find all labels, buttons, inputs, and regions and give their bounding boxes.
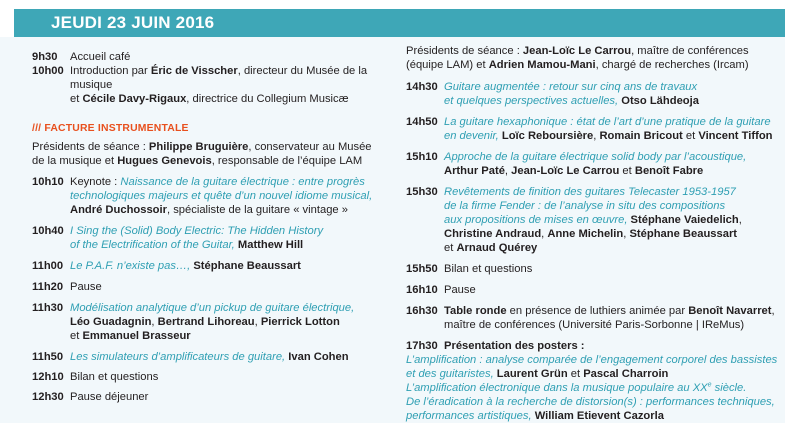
chair-name: Adrien Mamou-Mani — [488, 59, 596, 71]
talk-title: Naissance de la guitare électrique : entre progrès — [120, 176, 365, 188]
speaker-name: Matthew Hill — [237, 239, 304, 251]
talk-title: Modélisation analytique d’un pickup de guitare électrique, — [70, 302, 355, 314]
speaker-name: André Duchossoir — [70, 204, 167, 216]
superscript: e — [707, 381, 712, 389]
schedule-entry — [406, 283, 781, 297]
talk-title: Les simulateurs d’amplificateurs de guitare, — [70, 351, 286, 363]
speaker-name: Benoît Navarret — [688, 305, 772, 317]
speaker-name: Pascal Charroin — [583, 368, 669, 380]
time-label: 15h50 — [406, 263, 438, 275]
session-chairs — [406, 44, 781, 72]
talk-title: technologiques majeurs et quête d’un nouvel idiome musical, — [70, 190, 373, 202]
time-label: 11h20 — [32, 281, 64, 293]
event-label: Table ronde — [444, 305, 507, 317]
time-label: 15h10 — [406, 151, 438, 163]
time-label: 17h30 — [406, 340, 438, 352]
entry-text: , conservateur au Musée — [248, 141, 372, 153]
entry-text: et — [619, 165, 635, 177]
entry-text: , spécialiste de la guitare « vintage » — [166, 204, 348, 216]
speaker-name: Stéphane Beaussart — [193, 260, 301, 272]
time-label: 14h50 — [406, 116, 438, 128]
schedule-entry — [32, 370, 392, 384]
poster-title: L’amplification : analyse comparée de l’engagement corporel des bassistes — [406, 354, 778, 366]
speaker-name: Vincent Tiffon — [698, 130, 773, 142]
time-label: 16h30 — [406, 305, 438, 317]
time-label: 10h40 — [32, 225, 64, 237]
poster-list — [406, 353, 781, 423]
speaker-name: Éric de Visscher — [150, 65, 238, 77]
speaker-name: Léo Guadagnin — [70, 316, 152, 328]
event-label: Présentation des posters : — [444, 340, 585, 352]
entry-text: Présidents de séance : — [406, 45, 523, 57]
speaker-name: Stéphane Vaiedelich — [630, 214, 739, 226]
entry-text: Pause déjeuner — [70, 391, 149, 403]
time-label: 14h30 — [406, 81, 438, 93]
speaker-name: Romain Bricout — [599, 130, 683, 142]
schedule-entry — [32, 50, 392, 64]
entry-text: Introduction par — [70, 65, 151, 77]
entry-text: , chargé de recherches (Ircam) — [595, 59, 749, 71]
schedule-entry — [406, 339, 781, 353]
schedule-entry — [406, 80, 781, 108]
speaker-name: William Etievent Cazorla — [534, 410, 664, 422]
talk-title: La guitare hexaphonique : état de l’art d’une pratique de la guitare — [444, 116, 771, 128]
entry-text: en présence de luthiers animée par — [506, 305, 689, 317]
speaker-name: Arnaud Quérey — [456, 242, 538, 254]
speaker-name: Pierrick Lotton — [260, 316, 340, 328]
speaker-name: Cécile Davy-Rigaux — [82, 93, 187, 105]
schedule-entry — [32, 350, 392, 364]
date-banner — [14, 9, 785, 37]
poster-title: performances artistiques, — [406, 410, 532, 422]
schedule-entry — [32, 259, 392, 273]
talk-title: of the Electrification of the Guitar, — [70, 239, 235, 251]
speaker-name: Loïc Reboursière — [501, 130, 594, 142]
talk-title: Guitare augmentée : retour sur cinq ans de travaux — [444, 81, 698, 93]
right-column — [406, 44, 781, 423]
schedule-entry: 16h30 Table ronde en présence de luthiers animée par Benoît Navarret, maître de conférences (Université Paris-Sorbonne | IReMus) — [406, 305, 775, 331]
talk-title: aux propositions de mises en œuvre, — [444, 214, 628, 226]
poster-title: et des guitaristes, — [406, 368, 494, 380]
poster-title: siècle. — [711, 382, 747, 394]
header — [0, 0, 785, 37]
entry-text: , responsable de l’équipe LAM — [211, 155, 363, 167]
talk-title: Le P.A.F. n’existe pas…, — [70, 260, 191, 272]
date-title: JEUDI 23 JUIN 2016 — [51, 13, 215, 32]
poster-title: De l’éradication à la recherche de distorsion(s) : performances techniques, — [406, 396, 775, 408]
schedule-entry — [32, 175, 392, 217]
schedule-entry — [32, 280, 392, 294]
entry-text: Pause — [70, 281, 102, 293]
entry-text: de la musique et — [32, 155, 118, 167]
schedule-entry — [32, 64, 392, 106]
talk-title: et quelques perspectives actuelles, — [444, 95, 619, 107]
entry-text: (équipe LAM) et — [406, 59, 489, 71]
section-title: /// FACTURE INSTRUMENTALE — [32, 123, 189, 134]
speaker-name: Jean-Loïc Le Carrou — [511, 165, 620, 177]
entry-text: et — [567, 368, 584, 380]
schedule-entry — [32, 224, 392, 252]
schedule-entry: 11h30 Modélisation analytique d’un pickup de guitare électrique, Léo Guadagnin, Bertrand Lihoreau, Pierrick Lotton et Emmanuel Brasseur — [32, 302, 355, 342]
schedule-entry — [406, 262, 781, 276]
talk-title: de la firme Fender : de l’analyse in situ des compositions — [444, 200, 726, 212]
talk-title: I Sing the (Solid) Body Electric: The Hidden History — [70, 225, 324, 237]
time-label: 11h00 — [32, 260, 64, 272]
speaker-name: Stéphane Beaussart — [629, 228, 738, 240]
time-label: 12h30 — [32, 391, 64, 403]
entry-text: , directeur du Musée de la musique — [70, 65, 368, 91]
schedule-entry: 15h30 Revêtements de finition des guitares Telecaster 1953-1957 de la firme Fender : de l’analyse in situ des compositions aux propositions de mises en œuvre, Stéphane Vaiedelich, Christine Andraud, Anne Michelin, Stéphane Beaussart et Arnaud Quérey — [406, 186, 742, 254]
time-label: 10h10 — [32, 176, 64, 188]
talk-title: Approche de la guitare électrique solid body par l’acoustique, — [444, 151, 747, 163]
chair-name: Philippe Bruguière — [148, 141, 249, 153]
time-label: 11h50 — [32, 351, 64, 363]
entry-text: Bilan et questions — [70, 371, 159, 383]
speaker-name: Emmanuel Brasseur — [82, 330, 191, 342]
entry-text: Keynote : — [70, 176, 121, 188]
talk-title: en devenir, — [444, 130, 499, 142]
speaker-name: Laurent Grün — [496, 368, 568, 380]
time-label: 12h10 — [32, 371, 64, 383]
schedule-entry: 14h50 La guitare hexaphonique : état de l’art d’une pratique de la guitare en devenir, Loïc Reboursière, Romain Bricout et Vincent Tiffon — [406, 116, 773, 142]
poster-title: L’amplification électronique dans la musique populaire au XX — [406, 382, 708, 394]
speaker-name: Ivan Cohen — [288, 351, 349, 363]
schedule-entry: 15h10 Approche de la guitare électrique solid body par l’acoustique, Arthur Paté, Jean-Loïc Le Carrou et Benoît Fabre — [406, 151, 747, 177]
entry-text: Bilan et questions — [444, 263, 533, 275]
speaker-name: Arthur Paté — [444, 165, 505, 177]
entry-text: Présidents de séance : — [32, 141, 149, 153]
entry-text: et — [682, 130, 699, 142]
chair-name: Jean-Loïc Le Carrou — [522, 45, 632, 57]
schedule-entry — [32, 390, 392, 404]
time-label: 15h30 — [406, 186, 438, 198]
speaker-name: Benoît Fabre — [634, 165, 704, 177]
entry-text: et — [70, 330, 83, 342]
entry-text: et — [70, 93, 83, 105]
speaker-name: Bertrand Lihoreau — [157, 316, 255, 328]
session-chairs — [32, 140, 392, 168]
talk-title: Revêtements de finition des guitares Telecaster 1953-1957 — [444, 186, 736, 198]
speaker-name: Anne Michelin — [547, 228, 624, 240]
chair-name: Hugues Genevois — [117, 155, 212, 167]
entry-text: maître de conférences (Université Paris-Sorbonne | IReMus) — [444, 319, 745, 331]
entry-text: Accueil café — [70, 51, 131, 63]
time-label: 11h30 — [32, 302, 64, 314]
time-label: 9h30 — [32, 51, 58, 63]
entry-text: et — [444, 242, 457, 254]
entry-text: , directrice du Collegium Musicæ — [186, 93, 349, 105]
time-label: 10h00 — [32, 65, 64, 77]
entry-text: , maître de conférences — [631, 45, 749, 57]
entry-text: Pause — [444, 284, 476, 296]
speaker-name: Otso Lähdeoja — [621, 95, 699, 107]
time-label: 16h10 — [406, 284, 438, 296]
left-column — [32, 50, 392, 404]
speaker-name: Christine Andraud — [444, 228, 542, 240]
